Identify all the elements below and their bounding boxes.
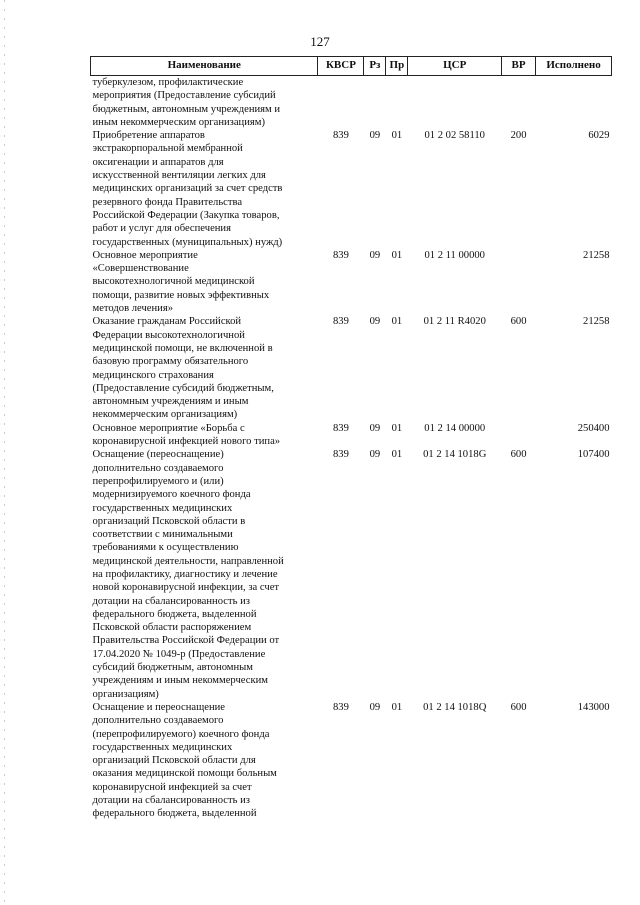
row-name: Основное мероприятие «Борьба с коронавирусной инфекцией нового типа» [92,422,281,448]
row-pr: 01 [391,249,403,261]
row-pr [386,76,408,130]
row-amount: 107400 [577,449,610,461]
table-row [91,76,612,130]
header-rz: Рз [364,57,386,76]
row-vr: 600 [510,701,527,713]
row-vr: 600 [510,449,527,461]
header-vr: ВР [502,57,536,76]
row-kvsr: 839 [332,449,349,461]
row-kvsr: 839 [332,422,349,434]
budget-table [90,56,612,821]
row-amount: 143000 [577,701,610,713]
row-pr: 01 [391,130,403,142]
row-vr: 200 [510,130,527,142]
row-name: Оснащение и переоснащение дополнительно создаваемого (перепрофилируемого) коечного фонда государственных медицинских организаций Псковской области для оказания медицинской помощи больным коронавирусной инфекцией за счет дотации на сбалансированность из федерального бюджета, выделенной [92,701,277,820]
row-vr [502,249,536,315]
header-executed: Исполнено [536,57,612,76]
row-amount: 6029 [588,130,610,142]
scan-edge-mark [4,0,5,905]
row-kvsr: 839 [332,316,349,328]
row-pr: 01 [391,422,403,434]
row-name: Оснащение (переоснащение) дополнительно создаваемого перепрофилируемого и (или) модернизируемого коечного фонда государственных медицинских организаций Псковской области в соответствии с минимальными требованиями к осуществлению медицинской деятельности, направленной на профилактику, диагностику и лечение новой коронавирусной инфекции, за счет дотации на сбалансированность из федерального бюджета, выделенной Псковской области распоряжением Правительства Российской Федерации от 17.04.2020 № 1049-р (Предоставление субсидий бюджетным, автономным учреждениям и иным некоммерческим организациям) [92,449,284,700]
table-row [91,249,612,315]
row-kvsr: 839 [332,249,349,261]
row-amount [536,76,612,130]
row-csr: 01 2 14 1018G [423,449,487,461]
row-amount: 21258 [583,316,610,328]
table-row [91,129,612,249]
row-name: Оказание гражданам Российской Федерации высокотехнологичной медицинской помощи, не включенной в базовую программу обязательного медицинского страхования (Предоставление субсидий бюджетным, автономным учреждениям и иным некоммерческим организациям) [92,316,274,421]
row-rz: 09 [369,701,381,713]
table-body [91,76,612,821]
row-rz: 09 [369,249,381,261]
table-header [91,57,612,76]
row-kvsr [318,76,364,130]
header-pr: Пр [386,57,408,76]
row-amount: 250400 [577,422,610,434]
row-name: Приобретение аппаратов экстракорпоральной мембранной оксигенации и аппаратов для искусственной вентиляции легких для медицинских организаций за счет средств резервного фонда Правительства Российской Федерации (Закупка товаров, работ и услуг для обеспечения государственных (муниципальных) нужд) [92,130,283,248]
header-kvsr: КВСР [318,57,364,76]
row-rz [364,76,386,130]
table-row [91,448,612,701]
row-pr: 01 [391,701,403,713]
header-row [91,57,612,76]
row-amount: 21258 [583,249,610,261]
row-csr: 01 2 02 58110 [424,130,485,142]
page-number: 127 [310,34,330,49]
row-vr: 600 [510,316,527,328]
row-pr: 01 [391,316,403,328]
table-row [91,422,612,449]
row-vr [502,422,536,449]
row-kvsr: 839 [332,701,349,713]
header-name: Наименование [91,57,318,76]
row-rz: 09 [369,316,381,328]
row-csr: 01 2 11 R4020 [423,316,486,328]
row-rz: 09 [369,422,381,434]
row-rz: 09 [369,130,381,142]
table-row [91,315,612,421]
header-csr: ЦСР [408,57,502,76]
row-vr [502,76,536,130]
table-row [91,701,612,821]
row-csr [408,76,502,130]
row-csr: 01 2 14 1018Q [423,701,487,713]
row-rz: 09 [369,449,381,461]
row-csr: 01 2 14 00000 [424,422,486,434]
row-csr: 01 2 11 00000 [424,249,485,261]
row-pr: 01 [391,449,403,461]
row-name: туберкулезом, профилактические мероприятия (Предоставление субсидий бюджетным, автономным учреждениям и иным некоммерческим организациям) [92,77,281,128]
row-kvsr: 839 [332,130,349,142]
row-name: Основное мероприятие «Совершенствование высокотехнологичной медицинской помощи, развитие новых эффективных методов лечения» [92,249,270,315]
